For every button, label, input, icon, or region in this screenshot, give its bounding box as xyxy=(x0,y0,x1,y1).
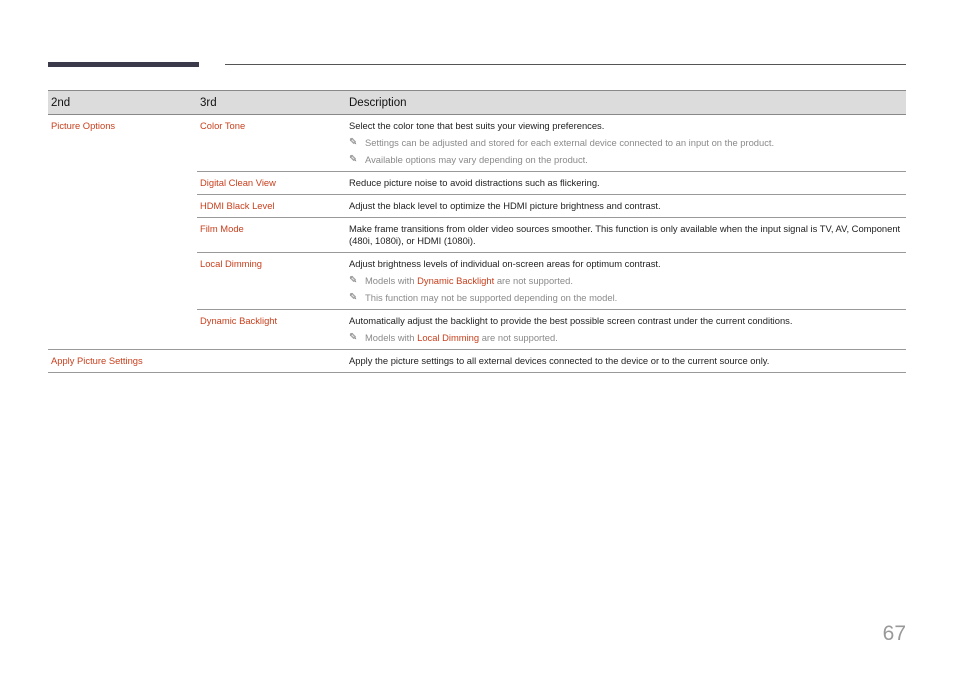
empty-cell xyxy=(48,172,197,195)
description-text: Make frame transitions from older video sources smoother. This function is only available when the input signal is TV, AV, Component (480i, 1080i), or HDMI (1080i). xyxy=(346,218,906,253)
note-text: This function may not be supported depending on the model. xyxy=(365,292,618,303)
empty-cell xyxy=(48,253,197,310)
note xyxy=(349,154,903,166)
description-cell xyxy=(346,253,906,310)
pencil-icon: ✎ xyxy=(349,332,358,343)
empty-cell xyxy=(48,218,197,253)
description-text: Apply the picture settings to all external devices connected to the device or to the current source only. xyxy=(346,350,906,373)
menu-digital-clean-view[interactable]: Digital Clean View xyxy=(197,172,346,195)
header-description: Description xyxy=(346,91,906,115)
description-text: Adjust brightness levels of individual on-screen areas for optimum contrast. xyxy=(349,258,661,269)
note-text-pre: Models with xyxy=(365,275,418,286)
header-accent-bar xyxy=(48,62,199,67)
header-rule xyxy=(225,64,906,65)
note-text-post: are not supported. xyxy=(494,275,573,286)
table-header-row xyxy=(48,91,906,115)
empty-cell xyxy=(197,350,346,373)
table-row xyxy=(48,253,906,310)
note xyxy=(349,275,903,287)
header-2nd: 2nd xyxy=(48,91,197,115)
link-local-dimming[interactable]: Local Dimming xyxy=(417,332,480,343)
empty-cell xyxy=(48,310,197,350)
menu-film-mode[interactable]: Film Mode xyxy=(197,218,346,253)
note xyxy=(349,137,903,149)
note-text-post: are not supported. xyxy=(479,332,558,343)
menu-apply-picture-settings[interactable]: Apply Picture Settings xyxy=(48,350,197,373)
table-row xyxy=(48,115,906,172)
table-row xyxy=(48,195,906,218)
description-text: Automatically adjust the backlight to provide the best possible screen contrast under the current conditions. xyxy=(349,315,793,326)
menu-picture-options[interactable]: Picture Options xyxy=(51,120,116,131)
pencil-icon: ✎ xyxy=(349,137,358,148)
settings-table xyxy=(48,90,906,373)
description-cell xyxy=(346,115,906,172)
note xyxy=(349,332,903,344)
note-text xyxy=(365,332,558,344)
menu-dynamic-backlight[interactable]: Dynamic Backlight xyxy=(197,310,346,350)
header-3rd: 3rd xyxy=(197,91,346,115)
note xyxy=(349,292,903,304)
pencil-icon: ✎ xyxy=(349,154,358,165)
empty-cell xyxy=(48,195,197,218)
note-text: Available options may vary depending on the product. xyxy=(365,154,588,165)
note-text-pre: Models with xyxy=(365,332,418,343)
table-row xyxy=(48,218,906,253)
table-row xyxy=(48,350,906,373)
description-cell xyxy=(346,310,906,350)
link-dynamic-backlight[interactable]: Dynamic Backlight xyxy=(417,275,495,286)
page-number: 67 xyxy=(882,622,906,645)
note-text: Settings can be adjusted and stored for each external device connected to an input on the product. xyxy=(365,137,775,148)
table-row xyxy=(48,172,906,195)
menu-local-dimming[interactable]: Local Dimming xyxy=(197,253,346,310)
pencil-icon: ✎ xyxy=(349,292,358,303)
pencil-icon: ✎ xyxy=(349,275,358,286)
menu-color-tone[interactable]: Color Tone xyxy=(197,115,346,172)
description-text: Reduce picture noise to avoid distractions such as flickering. xyxy=(346,172,906,195)
description-text: Adjust the black level to optimize the HDMI picture brightness and contrast. xyxy=(346,195,906,218)
menu-hdmi-black-level[interactable]: HDMI Black Level xyxy=(197,195,346,218)
note-text xyxy=(365,275,573,287)
description-text: Select the color tone that best suits your viewing preferences. xyxy=(349,120,605,131)
table-row xyxy=(48,310,906,350)
